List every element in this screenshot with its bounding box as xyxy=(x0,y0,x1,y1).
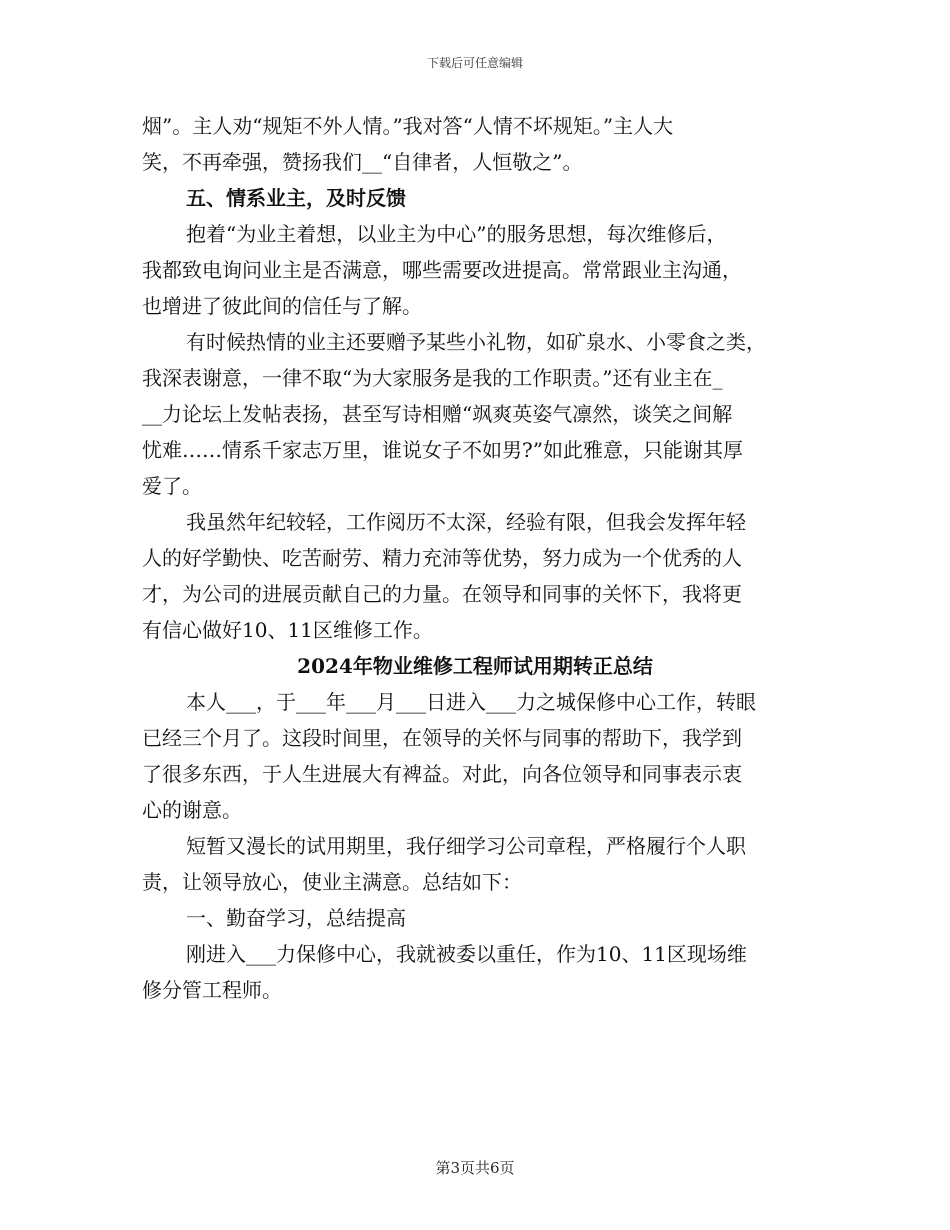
document-title: 2024年物业维修工程师试用期转正总结 xyxy=(297,654,653,678)
body-line: 我深表谢意，一律不取“为大家服务是我的工作职责。”还有业主在_ xyxy=(142,366,723,390)
page-header: 下载后可任意编辑 xyxy=(426,56,523,70)
body-line: 本人___，于___年___月___日进入___力之城保修中心工作，转眼 xyxy=(186,690,756,714)
body-line: 人的好学勤快、吃苦耐劳、精力充沛等优势，努力成为一个优秀的人 xyxy=(142,546,742,570)
body-line: 烟”。主人劝“规矩不外人情。”我对答“人情不坏规矩。”主人大 xyxy=(142,114,674,138)
body-line: 短暂又漫长的试用期里，我仔细学习公司章程，严格履行个人职 xyxy=(186,834,746,858)
body-line: 有时候热情的业主还要赠予某些小礼物，如矿泉水、小零食之类， xyxy=(186,330,766,354)
body-line: 也增进了彼此间的信任与了解。 xyxy=(142,294,422,318)
body-line: 了很多东西，于人生进展大有裨益。对此，向各位领导和同事表示衷 xyxy=(142,762,742,786)
section-heading: 五、情系业主，及时反馈 xyxy=(186,186,406,210)
body-line: 我虽然年纪较轻，工作阅历不太深，经验有限，但我会发挥年轻 xyxy=(186,510,746,534)
body-line: 已经三个月了。这段时间里，在领导的关怀与同事的帮助下，我学到 xyxy=(142,726,742,750)
body-line: 修分管工程师。 xyxy=(142,978,282,1002)
body-line: 责，让领导放心，使业主满意。总结如下： xyxy=(142,870,522,894)
body-line: 有信心做好10、11区维修工作。 xyxy=(142,618,433,642)
page-footer: 第3页共6页 xyxy=(435,1159,515,1177)
body-line: 才，为公司的进展贡献自己的力量。在领导和同事的关怀下，我将更 xyxy=(142,582,742,606)
body-line: 我都致电询问业主是否满意，哪些需要改进提高。常常跟业主沟通， xyxy=(142,258,742,282)
body-line: 刚进入___力保修中心，我就被委以重任，作为10、11区现场维 xyxy=(186,942,747,966)
document-body xyxy=(142,108,808,1008)
body-line: 忧难……情系千家志万里，谁说女子不如男?”如此雅意，只能谢其厚 xyxy=(142,438,743,462)
body-line: 抱着“为业主着想，以业主为中心”的服务思想，每次维修后， xyxy=(186,222,727,246)
body-line: 爱了。 xyxy=(142,474,202,498)
body-line: 心的谢意。 xyxy=(142,798,242,822)
body-line: __力论坛上发帖表扬，甚至写诗相赠“飒爽英姿气凛然，谈笑之间解 xyxy=(142,402,733,426)
section-heading: 一、勤奋学习，总结提高 xyxy=(186,906,406,930)
body-line: 笑，不再牵强，赞扬我们__“自律者，人恒敬之”。 xyxy=(142,150,583,174)
